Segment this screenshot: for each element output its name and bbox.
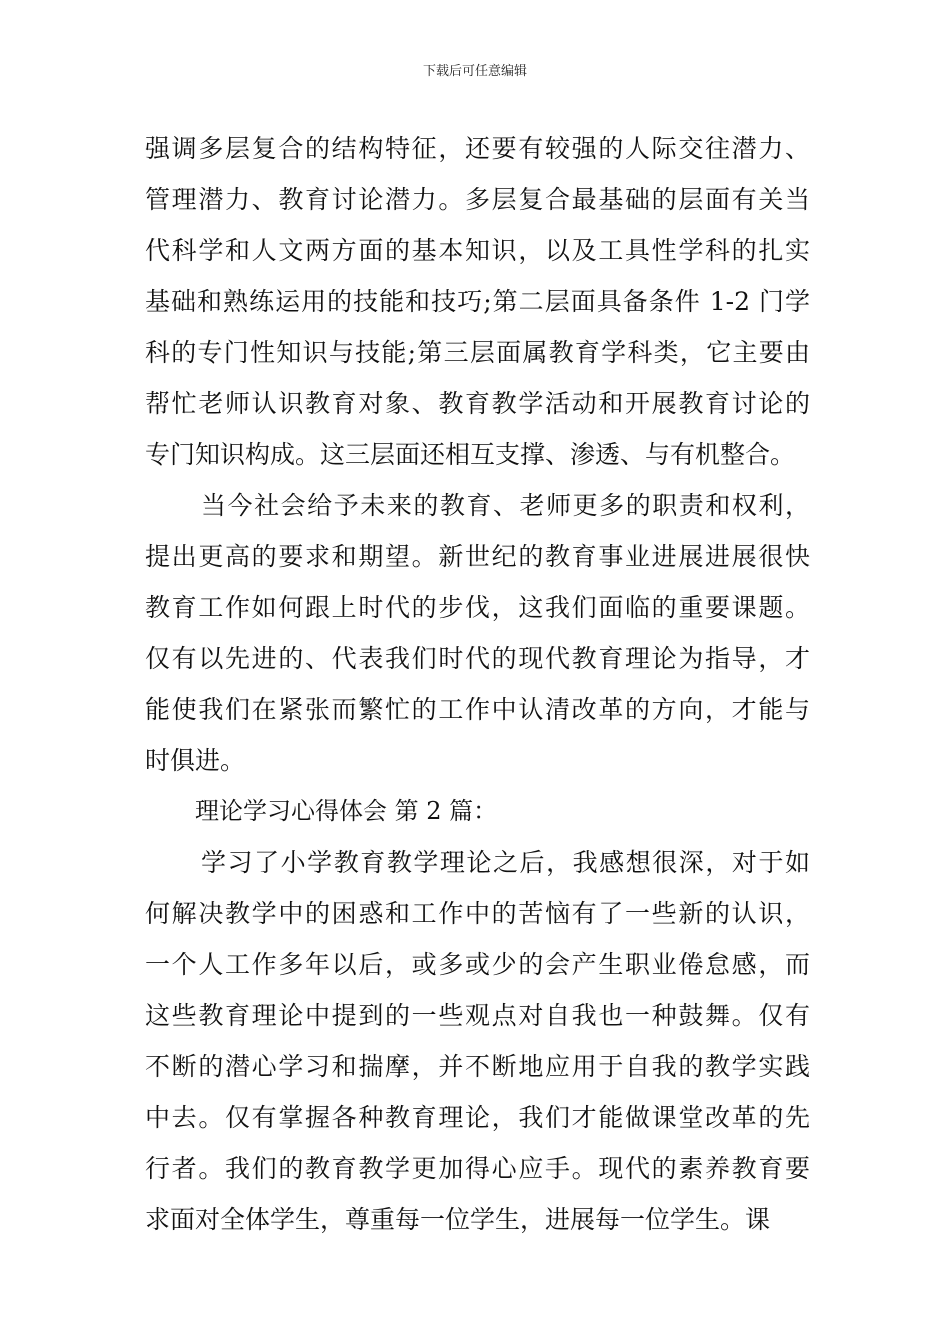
text-line: 代科学和人文两方面的基本知识，以及工具性学科的扎实 [145,236,810,265]
text-line: 仅有以先进的、代表我们时代的现代教育理论为指导，才 [145,644,810,673]
document-body [145,123,810,1245]
text-line: 一个人工作多年以后，或多或少的会产生职业倦怠感，而 [145,950,810,979]
paragraph [145,123,810,480]
text-line: 教育工作如何跟上时代的步伐，这我们面临的重要课题。 [145,593,810,622]
text-line: 何解决教学中的困惑和工作中的苦恼有了一些新的认识， [145,899,810,928]
text-line: 基础和熟练运用的技能和技巧;第二层面具备条件 1-2 门学 [145,287,810,316]
text-line: 时俱进。 [145,746,246,775]
text-line: 当今社会给予未来的教育、老师更多的职责和权利， [201,491,810,520]
text-line: 不断的潜心学习和揣摩，并不断地应用于自我的教学实践 [145,1052,810,1081]
text-line: 学习了小学教育教学理论之后，我感想很深，对于如 [201,848,810,877]
text-line: 中去。仅有掌握各种教育理论，我们才能做课堂改革的先 [145,1103,810,1132]
text-line: 能使我们在紧张而繁忙的工作中认清改革的方向，才能与 [145,695,810,724]
page-header: 下载后可任意编辑 [422,64,527,79]
text-line: 提出更高的要求和期望。新世纪的教育事业进展进展很快 [145,542,810,571]
text-line: 帮忙老师认识教育对象、教育教学活动和开展教育讨论的 [145,389,810,418]
paragraph [145,837,810,1245]
text-line: 专门知识构成。这三层面还相互支撑、渗透、与有机整合。 [145,440,796,469]
heading-text: 理论学习心得体会 第 2 篇： [195,797,498,825]
text-line: 求面对全体学生，尊重每一位学生，进展每一位学生。课 [145,1205,771,1234]
text-line: 科的专门性知识与技能;第三层面属教育学科类，它主要由 [145,338,810,367]
text-line: 管理潜力、教育讨论潜力。多层复合最基础的层面有关当 [145,185,810,214]
text-line: 行者。我们的教育教学更加得心应手。现代的素养教育要 [145,1154,810,1183]
text-line: 强调多层复合的结构特征，还要有较强的人际交往潜力、 [145,134,810,163]
paragraph [145,480,810,786]
section-heading [145,786,810,837]
text-line: 这些教育理论中提到的一些观点对自我也一种鼓舞。仅有 [145,1001,810,1030]
